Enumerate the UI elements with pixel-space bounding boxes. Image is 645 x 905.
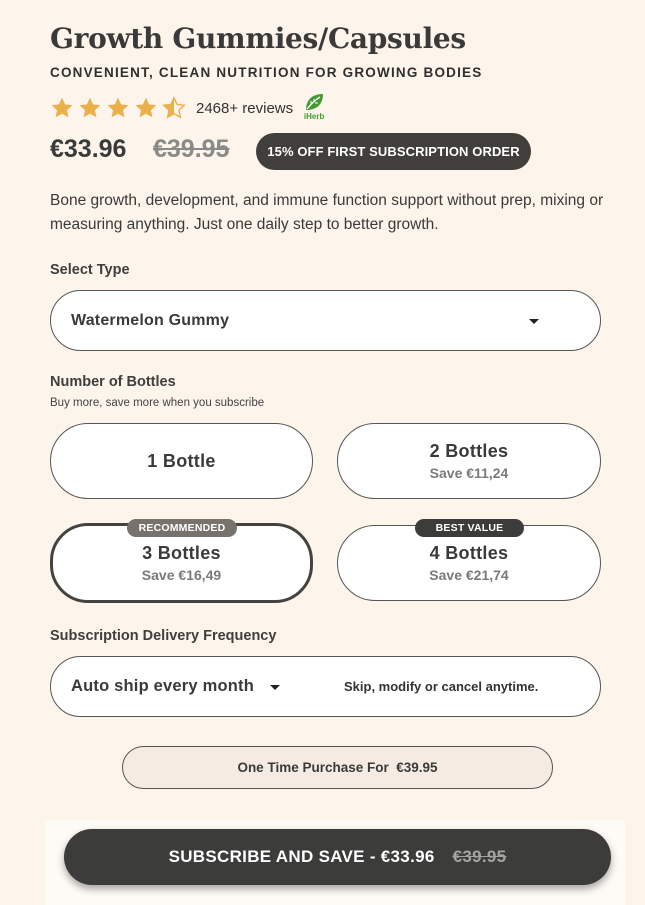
product-title: Growth Gummies/Capsules xyxy=(50,22,466,55)
product-tagline: CONVENIENT, CLEAN NUTRITION FOR GROWING BODIES xyxy=(50,65,483,80)
one-time-purchase-label: One Time Purchase For €39.95 xyxy=(237,760,438,775)
type-select-value: Watermelon Gummy xyxy=(71,311,230,329)
promo-badge: 15% OFF FIRST SUBSCRIPTION ORDER xyxy=(256,133,531,170)
product-description: Bone growth, development, and immune function support without prep, mixing or measuring anything. Just one daily step to better growth. xyxy=(50,192,604,233)
best-value-badge: BEST VALUE xyxy=(415,519,524,537)
original-price: €39.95 xyxy=(153,135,230,163)
frequency-note: Skip, modify or cancel anytime. xyxy=(344,679,539,694)
bottle-option-name: 1 Bottle xyxy=(147,450,216,471)
bottle-option-name: 4 Bottles xyxy=(429,543,509,563)
star-icon xyxy=(78,96,102,120)
star-rating[interactable] xyxy=(50,96,190,120)
bottle-option-name: 3 Bottles xyxy=(142,543,221,563)
one-time-purchase-button[interactable] xyxy=(122,746,553,789)
star-icon xyxy=(50,96,74,120)
recommended-badge: RECOMMENDED xyxy=(127,519,237,537)
cta-original-price: €39.95 xyxy=(452,847,507,866)
bottle-option-name: 2 Bottles xyxy=(429,441,509,461)
type-select[interactable] xyxy=(50,290,601,351)
bottle-option-savings: Save €16,49 xyxy=(141,567,222,583)
subscribe-and-save-button[interactable] xyxy=(64,829,611,885)
bottles-sublabel: Buy more, save more when you subscribe xyxy=(50,397,265,409)
reviews-link[interactable]: 2468+ reviews xyxy=(196,99,294,117)
star-half-icon xyxy=(162,96,186,120)
bottles-label: Number of Bottles xyxy=(50,374,176,390)
bottle-option-2[interactable] xyxy=(337,423,601,499)
bottle-option-savings: Save €21,74 xyxy=(429,567,509,583)
frequency-label: Subscription Delivery Frequency xyxy=(50,628,277,644)
select-type-label: Select Type xyxy=(50,262,130,278)
frequency-select-value: Auto ship every month xyxy=(71,677,254,695)
star-icon xyxy=(106,96,130,120)
chevron-down-icon xyxy=(270,685,280,690)
iherb-label: iHerb xyxy=(303,112,325,121)
leaf-icon xyxy=(303,92,325,112)
frequency-select[interactable] xyxy=(71,677,280,696)
cta-label: SUBSCRIBE AND SAVE - €33.96 xyxy=(168,847,435,866)
bottle-option-savings: Save €11,24 xyxy=(429,465,509,481)
iherb-badge xyxy=(301,92,327,124)
rating-row xyxy=(50,94,327,122)
chevron-down-icon xyxy=(529,319,539,324)
bottle-option-1[interactable] xyxy=(50,423,313,499)
star-icon xyxy=(134,96,158,120)
current-price: €33.96 xyxy=(50,135,127,163)
